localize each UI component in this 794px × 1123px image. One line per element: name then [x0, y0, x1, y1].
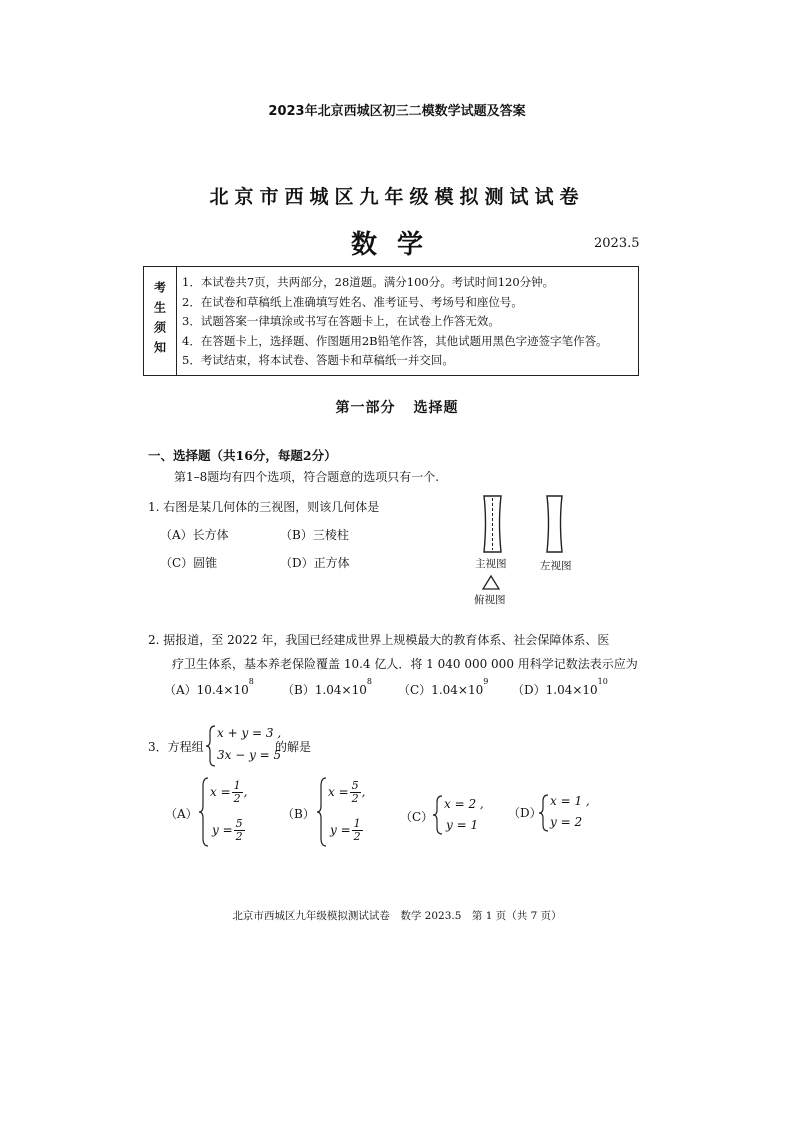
document-title: 2023年北京西城区初三二模数学试题及答案 [268, 104, 526, 119]
notice-item: 2．在试卷和草稿纸上准确填写姓名、准考证号、考场号和座位号。 [182, 294, 523, 309]
q3-equation-2: 3x − y = 5 [217, 748, 282, 762]
section-instruction: 第1–8题均有四个选项，符合题意的选项只有一个. [174, 470, 440, 484]
q2-stem-line1: 2. 据报道，至 2022 年，我国已经建成世界上规模最大的教育体系、社会保障体系、医 [148, 633, 610, 647]
q1-option-b: （B）三棱柱 [280, 528, 349, 542]
q2-stem-line2: 疗卫生体系，基本养老保险覆盖 10.4 亿人．将 1 040 000 000 用科学记数法表示应为 [172, 657, 638, 671]
q3-system-brace [205, 724, 217, 768]
three-view-figure [470, 492, 580, 592]
exam-date: 2023.5 [594, 236, 640, 251]
notice-item: 1．本试卷共7页，共两部分，28道题。满分100分。考试时间120分钟。 [182, 275, 555, 289]
q3-option-a-y: y = $\frac{5}{2}$ [212, 817, 243, 843]
q3-option-c-x: x = 2 , [444, 797, 484, 811]
q3-option-a-x: x = $\frac{1}{2}$ , [210, 779, 248, 805]
q3-option-d-y: y = 2 [550, 815, 583, 829]
left-view-label: 左视图 [540, 560, 572, 572]
page-footer: 北京市西城区九年级模拟测试试卷 数学 2023.5 第 1 页（共 7 页） [232, 910, 562, 922]
q3-option-b-brace [316, 776, 328, 848]
notice-item: 3．试题答案一律填涂或书写在答题卡上，在试卷上作答无效。 [182, 314, 500, 328]
q1-stem: 1. 右图是某几何体的三视图，则该几何体是 [148, 500, 380, 514]
notice-list [182, 273, 634, 371]
q3-option-a-brace [198, 776, 210, 848]
q1-option-d: （D）正方体 [280, 556, 350, 570]
left-view-rect [547, 496, 562, 552]
q2-option-c: $(C)1.04\times 10^9$ [398, 677, 489, 697]
q3-prefix: 3．方程组 [148, 740, 204, 754]
q2-option-b: $(B)1.04\times 10^8$ [282, 677, 372, 697]
q3-option-d-x: x = 1 , [550, 794, 590, 808]
q3-option-b-y: y = $\frac{1}{2}$ [330, 817, 361, 843]
q3-option-c-label: （C） [400, 810, 434, 824]
q3-option-c-brace [432, 794, 444, 836]
top-view-label: 俯视图 [474, 594, 506, 606]
q2-option-d: $(D)1.04\times 10^{10}$ [512, 677, 608, 697]
q3-option-b-label: （B） [282, 807, 315, 821]
q3-option-d-label: （D） [508, 806, 542, 820]
front-view-label: 主视图 [475, 558, 507, 570]
notice-item: 4．在答题卡上，选择题、作图题用2B铅笔作答，其他试题用黑色字迹签字笔作答。 [182, 333, 608, 348]
subject-title: 数学 [350, 230, 443, 260]
top-view-triangle [483, 576, 499, 589]
q3-option-c-y: y = 1 [446, 818, 479, 832]
q3-option-a-label: （A） [165, 807, 198, 821]
notice-item: 5．考试结束，将本试卷、答题卡和草稿纸一并交回。 [182, 353, 454, 367]
q3-equation-1: x + y = 3 , [217, 726, 282, 740]
q1-option-c: （C）圆锥 [160, 556, 218, 570]
part-title: 第一部分 选择题 [335, 400, 459, 416]
q2-option-a: $(A)10.4\times 10^8$ [164, 677, 254, 697]
q1-option-a: （A）长方体 [160, 528, 229, 542]
notice-label: 考生须知 [144, 267, 177, 375]
section-title: 一、选择题（共16分，每题2分） [148, 448, 337, 463]
q3-suffix: 的解是 [275, 740, 312, 754]
q3-option-b-x: x = $\frac{5}{2}$ , [328, 779, 366, 805]
notice-box [143, 266, 639, 376]
q3-option-d-brace [538, 793, 550, 833]
exam-title: 北京市西城区九年级模拟测试试卷 [209, 186, 585, 208]
